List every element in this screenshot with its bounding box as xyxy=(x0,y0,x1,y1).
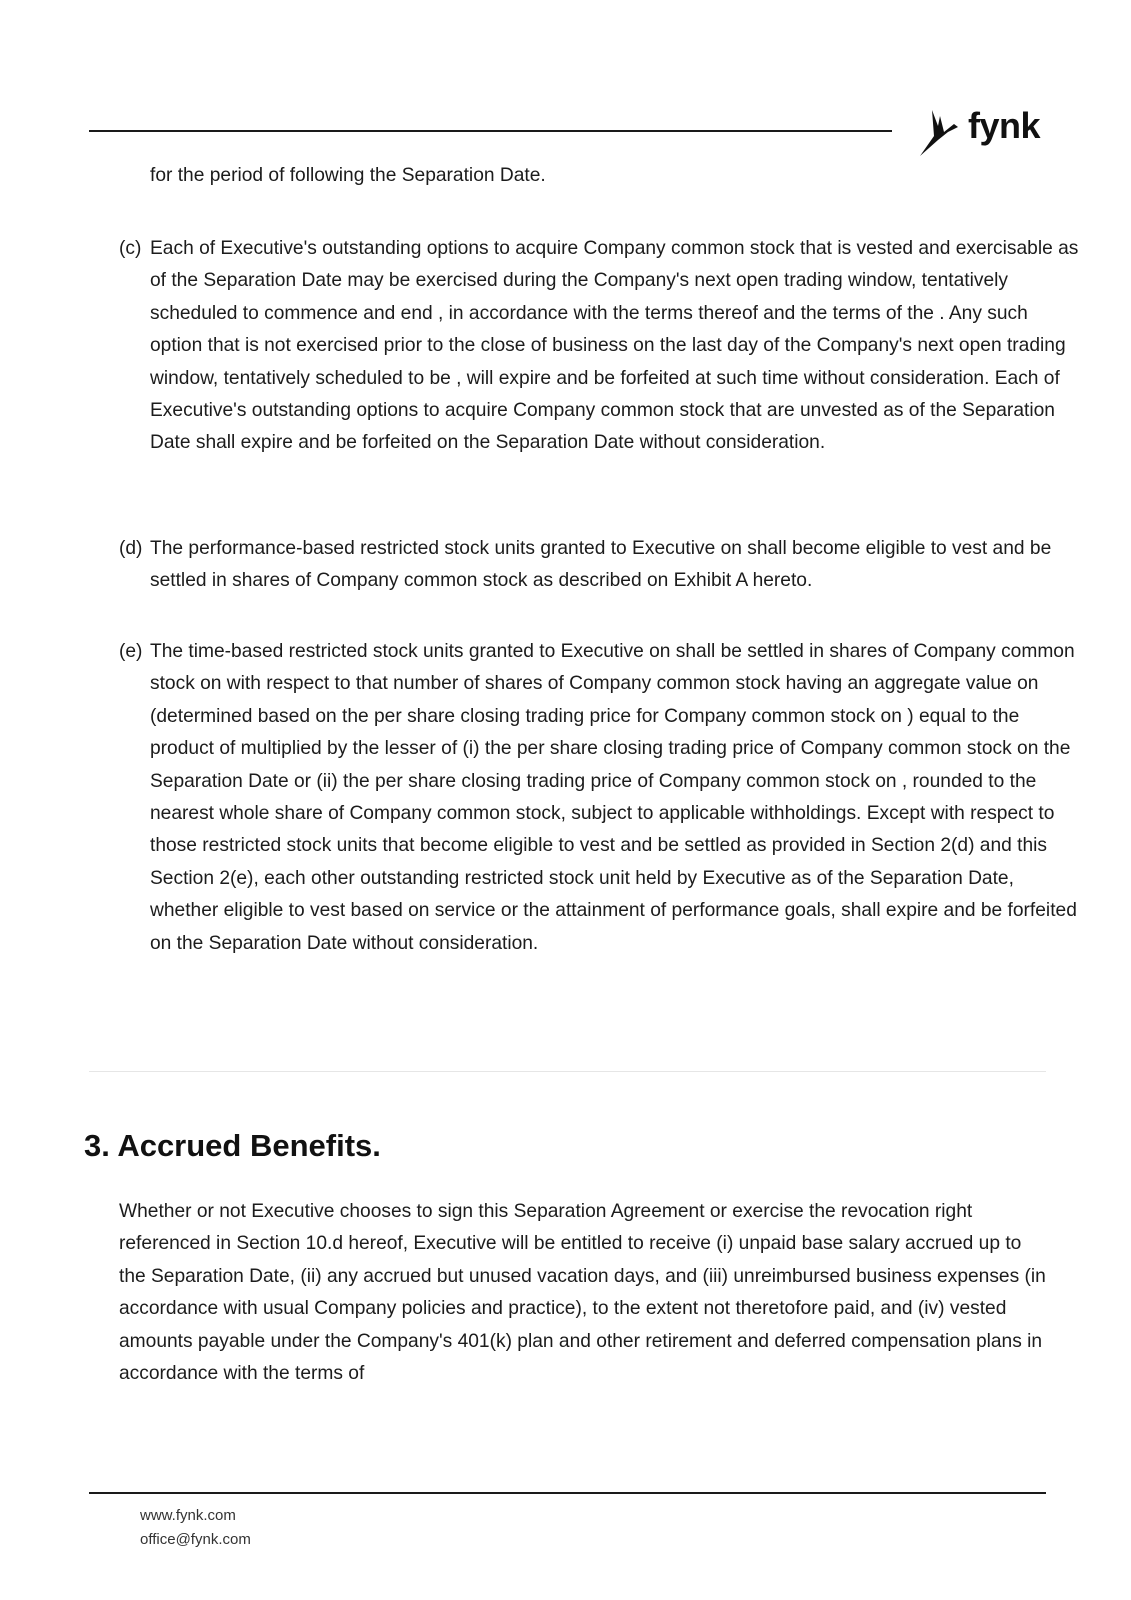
bird-logo-icon xyxy=(918,106,960,158)
footer xyxy=(140,1504,251,1552)
section-heading: 3. Accrued Benefits. xyxy=(84,1128,381,1163)
header-rule xyxy=(89,130,892,132)
clause-text: The time-based restricted stock units granted to Executive on shall be settled in shares of Company common stock on with respect to that number of shares of Company common stock having an aggregate value on (determined based on the per share closing trading price for Company common stock on ) equal to the product of multiplied by the lesser of (i) the per share closing trading price of Company common stock on the Separation Date or (ii) the per share closing trading price of Company common stock on , rounded to the nearest whole share of Company common stock, subject to applicable withholdings. Except with respect to those restricted stock units that become eligible to vest and be settled as provided in Section 2(d) and this Section 2(e), each other outstanding restricted stock unit held by Executive as of the Separation Date, whether eligible to vest based on service or the attainment of performance goals, shall expire and be forfeited on the Separation Date without consideration. xyxy=(150,641,1077,954)
section-paragraph: Whether or not Executive chooses to sign this Separation Agreement or exercise the revocation right referenced in Section 10.d hereof, Executive will be entitled to receive (i) unpaid base salary accrued up to the Separation Date, (ii) any accrued but unused vacation days, and (iii) unreimbursed business expenses (in accordance with usual Company policies and practice), to the extent not theretofore paid, and (iv) vested amounts payable under the Company's 401(k) plan and other retirement and deferred compensation plans in accordance with the terms of xyxy=(119,1201,1046,1385)
clause-label: (d) xyxy=(119,538,143,559)
website-link[interactable]: www.fynk.com xyxy=(140,1507,236,1524)
fynk-logo xyxy=(918,104,1040,160)
logo-text: fynk xyxy=(968,105,1041,146)
clause-item-c xyxy=(119,233,1080,460)
email-link[interactable]: office@fynk.com xyxy=(140,1531,251,1548)
continuation-text: for the period of following the Separation Date. xyxy=(150,165,546,186)
clause-label: (c) xyxy=(119,238,142,259)
section-divider xyxy=(89,1071,1046,1072)
clause-item-e xyxy=(119,636,1080,960)
clause-label: (e) xyxy=(119,641,143,662)
clause-text: Each of Executive's outstanding options to acquire Company common stock that is vested and exercisable as of the Separation Date may be exercised during the Company's next open trading window, tentatively scheduled to commence and end , in accordance with the terms thereof and the terms of the . Any such option that is not exercised prior to the close of business on the last day of the Company's next open trading window, tentatively scheduled to be , will expire and be forfeited at such time without consideration. Each of Executive's outstanding options to acquire Company common stock that are unvested as of the Separation Date shall expire and be forfeited on the Separation Date without consideration. xyxy=(150,238,1079,454)
clause-item-d xyxy=(119,533,1080,598)
clause-text: The performance-based restricted stock units granted to Executive on shall become eligible to vest and be settled in shares of Company common stock as described on Exhibit A hereto. xyxy=(150,538,1052,592)
footer-rule xyxy=(89,1492,1046,1494)
